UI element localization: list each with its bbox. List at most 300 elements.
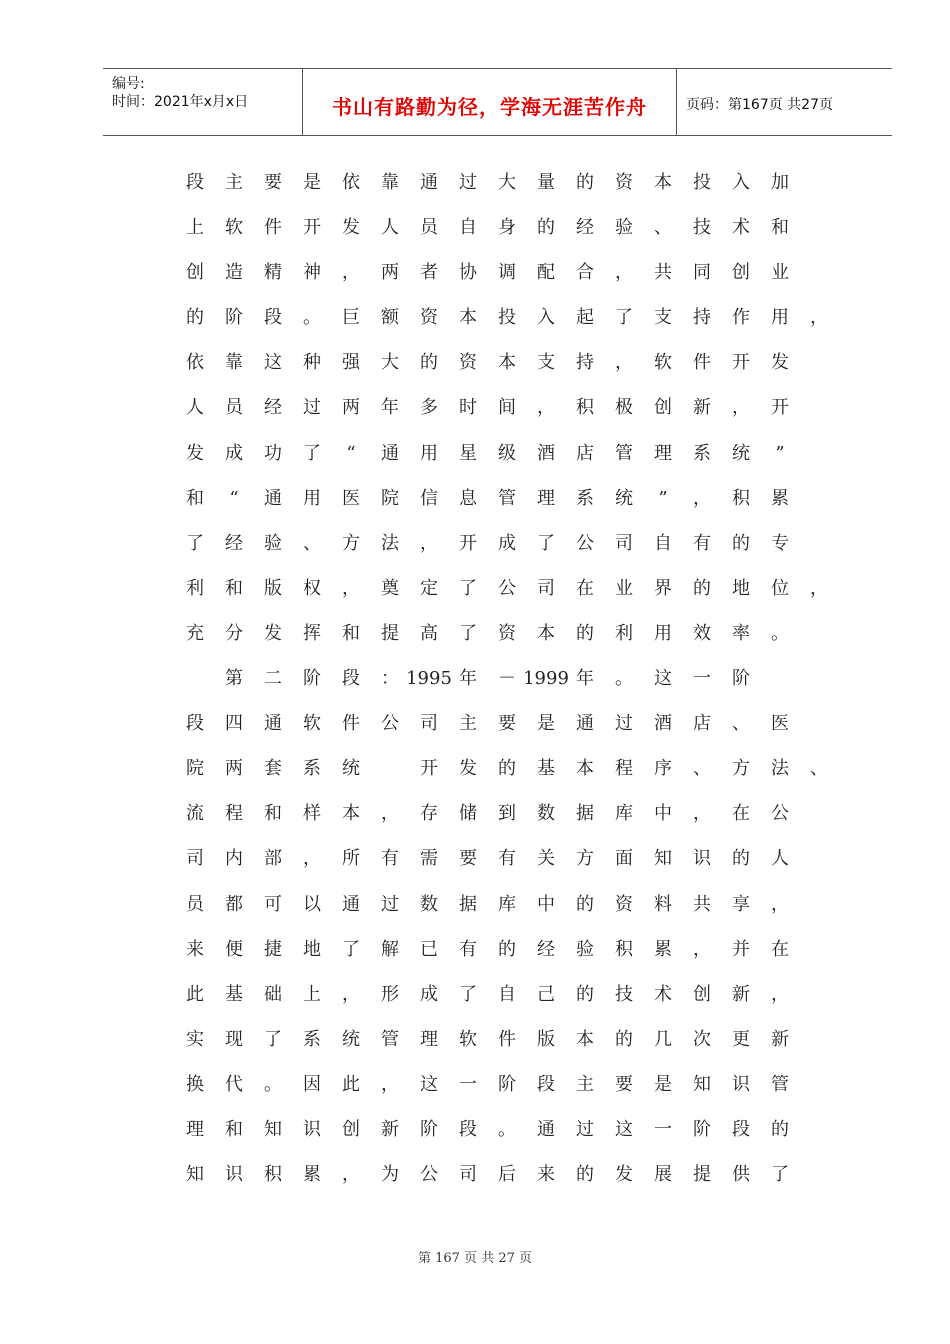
text-glyph: 过 [615, 713, 633, 735]
text-glyph: 的 [576, 983, 594, 1005]
text-glyph: 开 [732, 352, 750, 374]
text-glyph: ， [381, 1073, 399, 1095]
text-glyph: 和 [264, 803, 282, 825]
text-glyph: 代 [225, 1073, 243, 1095]
text-line [180, 433, 830, 478]
text-glyph: 大 [498, 172, 516, 193]
text-glyph: 是 [537, 713, 555, 735]
text-glyph: 积 [732, 487, 750, 509]
text-glyph: 同 [693, 262, 711, 284]
text-glyph: 了 [459, 577, 477, 599]
text-glyph: 所 [342, 848, 360, 870]
text-glyph: ， [381, 803, 399, 825]
text-glyph: 四 [225, 713, 243, 735]
text-glyph: 便 [225, 938, 243, 960]
text-glyph: 软 [654, 352, 672, 374]
text-glyph: 来 [186, 938, 204, 960]
header-page-cell [677, 69, 892, 135]
text-glyph: 知 [654, 848, 672, 870]
text-glyph: 信 [420, 487, 438, 509]
text-glyph: 数 [537, 803, 555, 825]
text-glyph: 解 [381, 938, 399, 960]
text-glyph: ” [775, 442, 785, 464]
text-glyph: 展 [654, 1164, 672, 1186]
text-glyph: 人 [771, 848, 789, 870]
text-glyph: 方 [342, 532, 360, 554]
text-glyph: 阶 [420, 1118, 438, 1140]
text-glyph: 发 [459, 758, 477, 780]
text-glyph: 司 [459, 1164, 477, 1186]
text-glyph: 公 [498, 577, 516, 599]
text-glyph: 了 [186, 532, 204, 554]
text-glyph: 、 [693, 758, 711, 780]
text-glyph: 这 [420, 1073, 438, 1095]
text-glyph: 是 [303, 172, 321, 193]
text-glyph: 知 [264, 1118, 282, 1140]
text-glyph: 软 [303, 713, 321, 735]
text-glyph: 多 [420, 397, 438, 419]
text-glyph: 管 [498, 487, 516, 509]
text-glyph: 的 [576, 1164, 594, 1186]
text-line [180, 387, 830, 432]
text-glyph: 料 [654, 893, 672, 915]
text-glyph: 部 [264, 848, 282, 870]
text-glyph: 新 [693, 397, 711, 419]
text-glyph: “ [346, 442, 356, 464]
text-line [180, 1154, 830, 1199]
text-glyph: 酒 [654, 713, 672, 735]
text-glyph: 提 [381, 622, 399, 644]
text-glyph: 员 [420, 217, 438, 239]
text-glyph: 有 [498, 848, 516, 870]
text-glyph: 店 [576, 442, 594, 464]
text-glyph: 段 [459, 1118, 477, 1140]
text-glyph: ” [658, 487, 668, 509]
text-glyph: 、 [732, 713, 750, 735]
text-glyph: 要 [498, 713, 516, 735]
text-glyph: 资 [459, 352, 477, 374]
text-glyph: 一 [459, 1073, 477, 1095]
text-glyph: 要 [615, 1073, 633, 1095]
text-glyph: 作 [732, 307, 750, 329]
text-glyph: 主 [225, 172, 243, 193]
text-glyph: 系 [693, 442, 711, 464]
text-glyph: 用 [420, 442, 438, 464]
text-line [180, 703, 830, 748]
document-number-label: 编号: [112, 76, 145, 92]
text-glyph: 储 [459, 803, 477, 825]
text-glyph: 统 [342, 1028, 360, 1050]
text-glyph: 资 [498, 622, 516, 644]
text-glyph: 院 [186, 758, 204, 780]
text-glyph: 版 [264, 577, 282, 599]
text-glyph: 支 [654, 307, 672, 329]
text-glyph: ， [342, 1164, 360, 1186]
text-glyph: 的 [498, 758, 516, 780]
text-glyph: 知 [186, 1164, 204, 1186]
text-glyph: 第 [225, 668, 243, 690]
text-glyph: 、 [810, 758, 828, 780]
text-glyph: 过 [381, 893, 399, 915]
text-glyph: 资 [615, 172, 633, 193]
text-glyph: 大 [381, 352, 399, 374]
text-glyph: 发 [342, 217, 360, 239]
text-glyph: 利 [615, 622, 633, 644]
text-glyph: 捷 [264, 938, 282, 960]
text-glyph: 累 [654, 938, 672, 960]
text-glyph: 系 [303, 1028, 321, 1050]
text-glyph: 的 [576, 172, 594, 193]
header-page-number: 页码：第167页 共27页 [686, 97, 833, 113]
text-glyph: 用 [771, 307, 789, 329]
text-glyph: ， [732, 397, 750, 419]
text-glyph: 年 [576, 668, 594, 690]
text-glyph: 础 [264, 983, 282, 1005]
text-glyph: 了 [615, 307, 633, 329]
text-glyph: 和 [225, 1118, 243, 1140]
text-glyph: 管 [381, 1028, 399, 1050]
text-glyph: 此 [186, 983, 204, 1005]
text-glyph: 段 [186, 172, 204, 193]
text-line [180, 252, 830, 297]
text-glyph: 的 [771, 1118, 789, 1140]
text-glyph: 经 [576, 217, 594, 239]
text-glyph: 司 [537, 577, 555, 599]
text-glyph: 。 [303, 307, 321, 329]
text-glyph: ： [381, 668, 399, 690]
text-glyph: 这 [654, 668, 672, 690]
text-glyph: 自 [498, 983, 516, 1005]
text-glyph: 了 [459, 622, 477, 644]
text-glyph: 投 [498, 307, 516, 329]
text-glyph: 为 [381, 1164, 399, 1186]
text-glyph: ， [303, 848, 321, 870]
text-glyph: 己 [537, 983, 555, 1005]
text-glyph: 院 [381, 487, 399, 509]
text-glyph: 挥 [303, 622, 321, 644]
text-glyph: 通 [264, 713, 282, 735]
text-glyph: 积 [615, 938, 633, 960]
text-glyph: 段 [186, 713, 204, 735]
text-glyph: 此 [342, 1073, 360, 1095]
text-glyph: 知 [693, 1073, 711, 1095]
text-glyph: 内 [225, 848, 243, 870]
text-glyph: 有 [381, 848, 399, 870]
text-glyph: 神 [303, 262, 321, 284]
text-glyph: 阶 [225, 307, 243, 329]
text-glyph: 配 [537, 262, 555, 284]
text-glyph: 医 [342, 487, 360, 509]
text-glyph: 业 [771, 262, 789, 284]
text-glyph: 成 [420, 983, 438, 1005]
text-glyph: 软 [225, 217, 243, 239]
text-glyph: 本 [459, 307, 477, 329]
text-glyph: 是 [654, 1073, 672, 1095]
text-glyph: 享 [732, 893, 750, 915]
text-glyph: 阶 [693, 1118, 711, 1140]
text-glyph: 了 [303, 442, 321, 464]
text-glyph: 和 [771, 217, 789, 239]
text-glyph: 的 [693, 577, 711, 599]
text-glyph: 自 [654, 532, 672, 554]
text-glyph: 年 [459, 668, 477, 690]
text-glyph: 方 [576, 848, 594, 870]
text-glyph: 识 [693, 848, 711, 870]
text-glyph: 了 [771, 1164, 789, 1186]
text-glyph: 公 [576, 532, 594, 554]
text-glyph: 专 [771, 532, 789, 554]
text-glyph: 发 [615, 1164, 633, 1186]
text-glyph: ， [537, 397, 555, 419]
text-glyph: 库 [615, 803, 633, 825]
text-glyph: 中 [654, 803, 672, 825]
text-glyph: 次 [693, 1028, 711, 1050]
text-glyph: 1999 [523, 668, 569, 690]
text-glyph: 持 [576, 352, 594, 374]
text-glyph: 因 [303, 1073, 321, 1095]
text-glyph: 依 [186, 352, 204, 374]
text-glyph: 这 [264, 352, 282, 374]
text-line [180, 1064, 830, 1109]
text-glyph: 地 [732, 577, 750, 599]
text-glyph: 通 [264, 487, 282, 509]
header-motto: 书山有路勤为径，学海无涯苦作舟 [332, 95, 647, 119]
text-glyph: 识 [303, 1118, 321, 1140]
text-glyph: 方 [732, 758, 750, 780]
text-glyph: 存 [420, 803, 438, 825]
text-glyph: 法 [771, 758, 789, 780]
text-glyph: 合 [576, 262, 594, 284]
text-glyph: 积 [576, 397, 594, 419]
text-glyph: 额 [381, 307, 399, 329]
text-glyph: 阶 [732, 668, 750, 690]
text-line [180, 523, 830, 568]
text-glyph: 利 [186, 577, 204, 599]
text-glyph: 息 [459, 487, 477, 509]
text-line [180, 929, 830, 974]
text-glyph: 自 [459, 217, 477, 239]
document-time-label: 时间：2021年x月x日 [112, 94, 249, 110]
text-glyph: 通 [381, 442, 399, 464]
text-line [180, 162, 830, 207]
text-glyph: 供 [732, 1164, 750, 1186]
text-glyph: 员 [225, 397, 243, 419]
text-glyph: 段 [264, 307, 282, 329]
text-glyph: 积 [264, 1164, 282, 1186]
text-glyph: 地 [303, 938, 321, 960]
text-glyph: 者 [420, 262, 438, 284]
text-glyph: 位 [771, 577, 789, 599]
text-glyph: 在 [732, 803, 750, 825]
text-glyph: 几 [654, 1028, 672, 1050]
text-glyph: 。 [498, 1118, 516, 1140]
text-line [180, 342, 830, 387]
text-glyph: 通 [342, 893, 360, 915]
text-glyph: 要 [264, 172, 282, 193]
text-glyph: 依 [342, 172, 360, 193]
text-glyph: 星 [459, 442, 477, 464]
text-glyph: 阶 [498, 1073, 516, 1095]
text-glyph: 流 [186, 803, 204, 825]
text-glyph: 创 [186, 262, 204, 284]
text-glyph: 新 [381, 1118, 399, 1140]
text-glyph: 技 [693, 217, 711, 239]
text-glyph: 支 [537, 352, 555, 374]
text-glyph: 都 [225, 893, 243, 915]
text-glyph: ， [615, 352, 633, 374]
text-glyph: 极 [615, 397, 633, 419]
text-glyph: 、 [303, 532, 321, 554]
text-glyph: 二 [264, 668, 282, 690]
text-glyph: 业 [615, 577, 633, 599]
text-glyph: 店 [693, 713, 711, 735]
text-glyph: 软 [459, 1028, 477, 1050]
text-glyph: 样 [303, 803, 321, 825]
text-glyph: 形 [381, 983, 399, 1005]
text-glyph: 公 [420, 1164, 438, 1186]
text-glyph: 换 [186, 1073, 204, 1095]
text-glyph: 后 [498, 1164, 516, 1186]
text-glyph: 需 [420, 848, 438, 870]
text-glyph: 更 [732, 1028, 750, 1050]
text-glyph: 司 [420, 713, 438, 735]
text-glyph: 巨 [342, 307, 360, 329]
text-glyph: 共 [654, 262, 672, 284]
text-glyph: 本 [576, 1028, 594, 1050]
text-glyph: 了 [264, 1028, 282, 1050]
text-glyph: 一 [654, 1118, 672, 1140]
text-glyph: 两 [342, 397, 360, 419]
text-glyph: 员 [186, 893, 204, 915]
text-line [180, 297, 830, 342]
text-glyph: 面 [615, 848, 633, 870]
text-glyph: ， [342, 577, 360, 599]
text-glyph: 两 [225, 758, 243, 780]
text-glyph: 本 [537, 622, 555, 644]
text-glyph: 版 [537, 1028, 555, 1050]
text-glyph: 投 [693, 172, 711, 193]
text-glyph: 段 [732, 1118, 750, 1140]
text-glyph: 间 [498, 397, 516, 419]
text-glyph: ， [342, 262, 360, 284]
text-glyph: 件 [264, 217, 282, 239]
text-glyph: 过 [576, 1118, 594, 1140]
text-glyph: 、 [654, 217, 672, 239]
text-line [180, 613, 830, 658]
text-glyph: 经 [264, 397, 282, 419]
text-glyph: 公 [381, 713, 399, 735]
text-glyph: 人 [381, 217, 399, 239]
text-glyph: 精 [264, 262, 282, 284]
text-glyph: 调 [498, 262, 516, 284]
text-glyph: 创 [654, 397, 672, 419]
text-glyph: 阶 [303, 668, 321, 690]
text-glyph: 术 [732, 217, 750, 239]
text-glyph: 累 [771, 487, 789, 509]
text-glyph: 经 [225, 532, 243, 554]
text-glyph: 识 [225, 1164, 243, 1186]
text-line [180, 1019, 830, 1064]
text-glyph: 开 [771, 397, 789, 419]
text-glyph: “ [229, 487, 239, 509]
header-meta-cell [103, 69, 303, 135]
text-glyph: 的 [186, 307, 204, 329]
text-glyph: 的 [498, 938, 516, 960]
text-glyph: 成 [498, 532, 516, 554]
text-glyph: 本 [498, 352, 516, 374]
text-glyph: 主 [459, 713, 477, 735]
text-glyph: 件 [693, 352, 711, 374]
text-glyph: 司 [615, 532, 633, 554]
text-glyph: 提 [693, 1164, 711, 1186]
text-glyph: 。 [615, 668, 633, 690]
text-glyph: 酒 [537, 442, 555, 464]
text-glyph: 要 [459, 848, 477, 870]
text-glyph: 本 [576, 758, 594, 780]
page-footer: 第 167 页 共 27 页 [417, 1251, 533, 1266]
text-glyph: 一 [693, 668, 711, 690]
text-line [180, 1109, 830, 1154]
text-glyph: ， [693, 938, 711, 960]
text-glyph: 年 [381, 397, 399, 419]
text-glyph: 和 [342, 622, 360, 644]
text-glyph: 程 [225, 803, 243, 825]
text-glyph: 验 [576, 938, 594, 960]
text-glyph: 过 [459, 172, 477, 193]
text-glyph: 发 [186, 442, 204, 464]
text-glyph: 。 [264, 1073, 282, 1095]
text-glyph: 强 [342, 352, 360, 374]
text-glyph: 创 [342, 1118, 360, 1140]
text-line [180, 568, 830, 613]
text-glyph: 管 [771, 1073, 789, 1095]
text-glyph: 1995 [406, 668, 452, 690]
text-glyph: 据 [576, 803, 594, 825]
text-line [180, 793, 830, 838]
text-glyph: 级 [498, 442, 516, 464]
text-glyph: 到 [498, 803, 516, 825]
text-glyph: 成 [225, 442, 243, 464]
text-glyph: 功 [264, 442, 282, 464]
text-glyph: 的 [576, 622, 594, 644]
text-glyph: 有 [459, 938, 477, 960]
text-glyph: 过 [303, 397, 321, 419]
text-glyph: 套 [264, 758, 282, 780]
text-glyph: 累 [303, 1164, 321, 1186]
text-glyph: 这 [615, 1118, 633, 1140]
text-glyph: 验 [264, 532, 282, 554]
text-glyph: 主 [576, 1073, 594, 1095]
text-glyph: 开 [303, 217, 321, 239]
text-glyph: 本 [654, 172, 672, 193]
text-glyph: 协 [459, 262, 477, 284]
text-glyph: 基 [225, 983, 243, 1005]
text-glyph: 发 [771, 352, 789, 374]
text-glyph: 奠 [381, 577, 399, 599]
text-glyph: 新 [771, 1028, 789, 1050]
text-glyph: 通 [576, 713, 594, 735]
text-glyph: 可 [264, 893, 282, 915]
text-glyph: 。 [771, 622, 789, 644]
text-glyph: 段 [342, 668, 360, 690]
text-glyph: 序 [654, 758, 672, 780]
text-glyph: 实 [186, 1028, 204, 1050]
text-glyph: ， [342, 983, 360, 1005]
text-glyph: 系 [303, 758, 321, 780]
text-glyph: 创 [732, 262, 750, 284]
text-glyph: ， [810, 577, 828, 599]
text-glyph: 新 [732, 983, 750, 1005]
